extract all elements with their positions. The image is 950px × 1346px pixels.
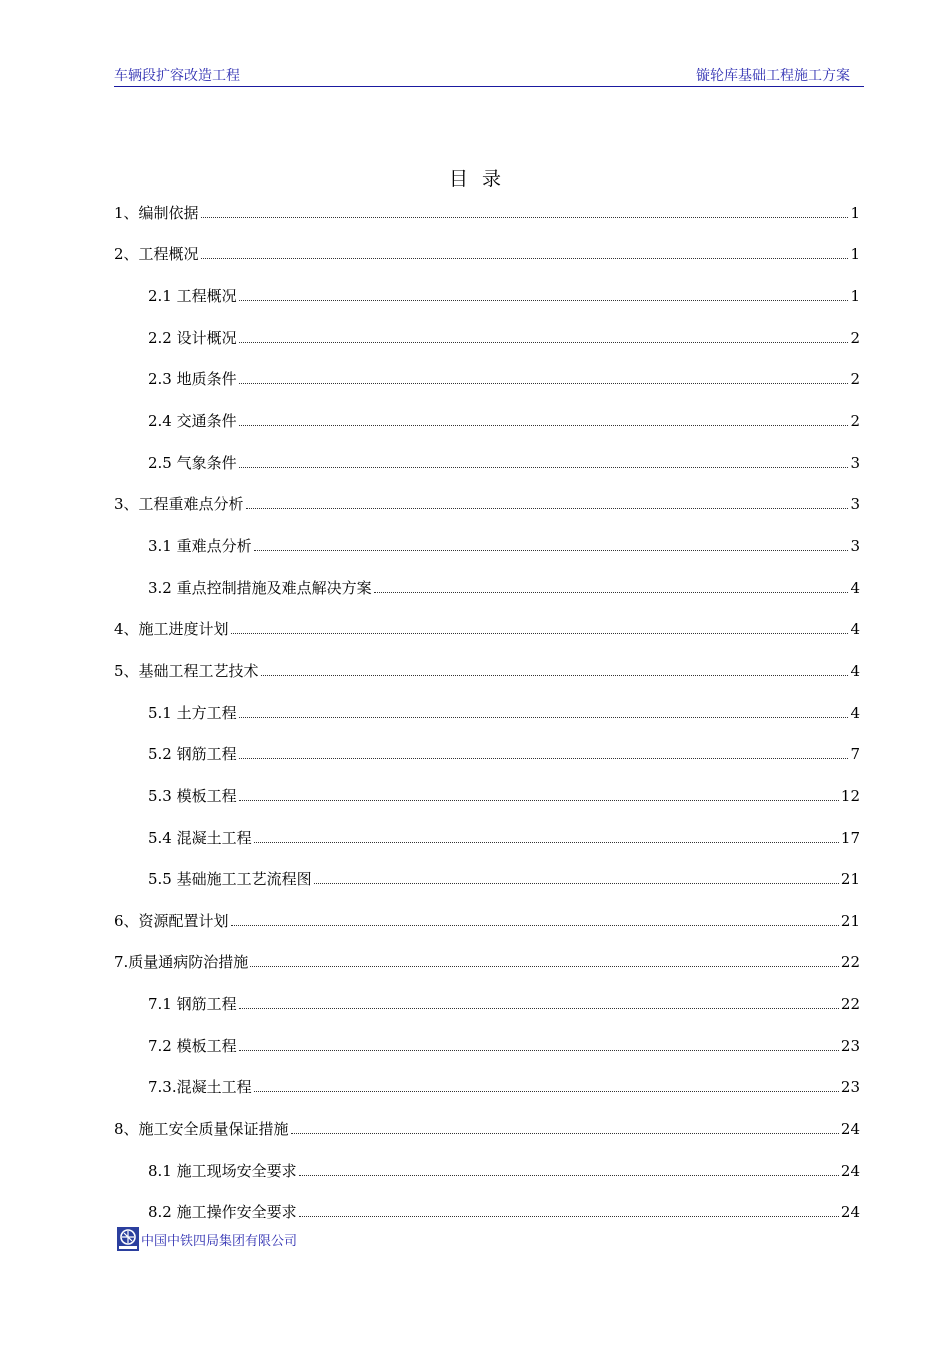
toc-dot-leader	[239, 800, 839, 801]
toc-entry[interactable]	[114, 902, 860, 944]
toc-dot-leader	[299, 1175, 839, 1176]
header-document-name: 镟轮库基础工程施工方案	[696, 68, 850, 84]
toc-dot-leader	[239, 1050, 839, 1051]
toc-entry-title: 1、编制依据	[114, 203, 199, 222]
toc-entry-title: 5.4 混凝土工程	[148, 828, 252, 847]
toc-dot-leader	[239, 717, 849, 718]
toc-entry[interactable]	[114, 319, 860, 361]
toc-dot-leader	[299, 1216, 839, 1217]
toc-entry-page: 3	[850, 453, 860, 472]
table-of-contents	[114, 194, 860, 1235]
toc-entry-page: 22	[840, 953, 860, 972]
toc-entry-title: 2、工程概况	[114, 245, 199, 264]
toc-entry-page: 1	[850, 203, 860, 222]
toc-entry-page: 4	[850, 661, 860, 680]
toc-entry[interactable]	[114, 361, 860, 403]
toc-dot-leader	[201, 258, 849, 259]
toc-title: 目录	[448, 168, 515, 190]
toc-entry[interactable]	[114, 277, 860, 319]
toc-dot-leader	[254, 550, 849, 551]
toc-entry-page: 2	[850, 328, 860, 347]
toc-entry[interactable]	[114, 777, 860, 819]
toc-entry-page: 2	[850, 370, 860, 389]
toc-dot-leader	[246, 508, 849, 509]
toc-entry-title: 2.4 交通条件	[148, 411, 237, 430]
toc-entry-title: 3、工程重难点分析	[114, 495, 244, 514]
toc-entry-page: 3	[850, 495, 860, 514]
footer-company-name: 中国中铁四局集团有限公司	[141, 1233, 298, 1249]
toc-entry-page: 1	[850, 286, 860, 305]
toc-entry[interactable]	[114, 236, 860, 278]
toc-entry-page: 21	[840, 911, 860, 930]
toc-entry-title: 2.3 地质条件	[148, 370, 237, 389]
toc-entry[interactable]	[114, 736, 860, 778]
toc-entry[interactable]	[114, 402, 860, 444]
toc-entry-title: 5.2 钢筋工程	[148, 745, 237, 764]
toc-entry[interactable]	[114, 194, 860, 236]
toc-entry-title: 5.5 基础施工工艺流程图	[148, 870, 312, 889]
toc-entry-title: 7.3.混凝土工程	[148, 1078, 252, 1097]
toc-entry-page: 1	[850, 245, 860, 264]
toc-entry[interactable]	[114, 527, 860, 569]
toc-dot-leader	[261, 675, 849, 676]
toc-entry-page: 23	[840, 1036, 860, 1055]
toc-dot-leader	[239, 342, 849, 343]
toc-entry-title: 4、施工进度计划	[114, 620, 229, 639]
toc-entry-title: 8.2 施工操作安全要求	[148, 1203, 297, 1222]
toc-entry[interactable]	[114, 611, 860, 653]
header-project-name: 车辆段扩容改造工程	[114, 68, 240, 84]
toc-entry[interactable]	[114, 694, 860, 736]
toc-entry-page: 2	[850, 411, 860, 430]
page-header	[114, 66, 864, 87]
toc-dot-leader	[239, 425, 849, 426]
toc-dot-leader	[250, 966, 839, 967]
toc-entry-title: 3.1 重难点分析	[148, 536, 252, 555]
toc-entry[interactable]	[114, 1152, 860, 1194]
toc-entry-title: 6、资源配置计划	[114, 911, 229, 930]
toc-entry-title: 7.质量通病防治措施	[114, 953, 249, 972]
toc-entry[interactable]	[114, 1027, 860, 1069]
toc-entry-page: 7	[850, 745, 860, 764]
toc-entry[interactable]	[114, 944, 860, 986]
toc-entry-page: 24	[840, 1203, 860, 1222]
toc-dot-leader	[291, 1133, 839, 1134]
toc-dot-leader	[239, 1008, 839, 1009]
toc-dot-leader	[231, 925, 839, 926]
toc-entry-page: 3	[850, 536, 860, 555]
toc-entry-page: 24	[840, 1120, 860, 1139]
toc-entry[interactable]	[114, 486, 860, 528]
toc-dot-leader	[231, 633, 849, 634]
page-footer	[117, 1226, 297, 1252]
toc-entry-title: 5、基础工程工艺技术	[114, 661, 259, 680]
company-logo-icon	[117, 1227, 139, 1251]
toc-dot-leader	[239, 300, 849, 301]
toc-entry[interactable]	[114, 1110, 860, 1152]
toc-entry-page: 22	[840, 995, 860, 1014]
toc-entry-title: 7.1 钢筋工程	[148, 995, 237, 1014]
toc-entry-page: 21	[840, 870, 860, 889]
toc-dot-leader	[239, 467, 849, 468]
toc-entry-title: 3.2 重点控制措施及难点解决方案	[148, 578, 372, 597]
toc-entry-page: 17	[840, 828, 860, 847]
toc-dot-leader	[201, 217, 849, 218]
toc-entry-page: 24	[840, 1161, 860, 1180]
toc-entry-title: 2.2 设计概况	[148, 328, 237, 347]
toc-entry[interactable]	[114, 861, 860, 903]
toc-entry-title: 8、施工安全质量保证措施	[114, 1120, 289, 1139]
toc-entry-title: 5.1 土方工程	[148, 703, 237, 722]
toc-dot-leader	[314, 883, 839, 884]
toc-entry[interactable]	[114, 985, 860, 1027]
toc-entry-page: 4	[850, 620, 860, 639]
toc-dot-leader	[374, 592, 849, 593]
toc-entry-page: 4	[850, 703, 860, 722]
toc-entry-page: 4	[850, 578, 860, 597]
toc-entry[interactable]	[114, 819, 860, 861]
toc-dot-leader	[239, 383, 849, 384]
toc-dot-leader	[254, 842, 839, 843]
toc-entry-title: 2.5 气象条件	[148, 453, 237, 472]
toc-entry-title: 5.3 模板工程	[148, 786, 237, 805]
toc-entry-title: 8.1 施工现场安全要求	[148, 1161, 297, 1180]
toc-dot-leader	[254, 1091, 839, 1092]
toc-entry[interactable]	[114, 569, 860, 611]
toc-entry[interactable]	[114, 652, 860, 694]
toc-entry[interactable]	[114, 444, 860, 486]
toc-entry-title: 7.2 模板工程	[148, 1036, 237, 1055]
toc-dot-leader	[239, 758, 849, 759]
toc-entry-title: 2.1 工程概况	[148, 286, 237, 305]
toc-entry-page: 12	[840, 786, 860, 805]
toc-entry-page: 23	[840, 1078, 860, 1097]
toc-entry[interactable]	[114, 1069, 860, 1111]
